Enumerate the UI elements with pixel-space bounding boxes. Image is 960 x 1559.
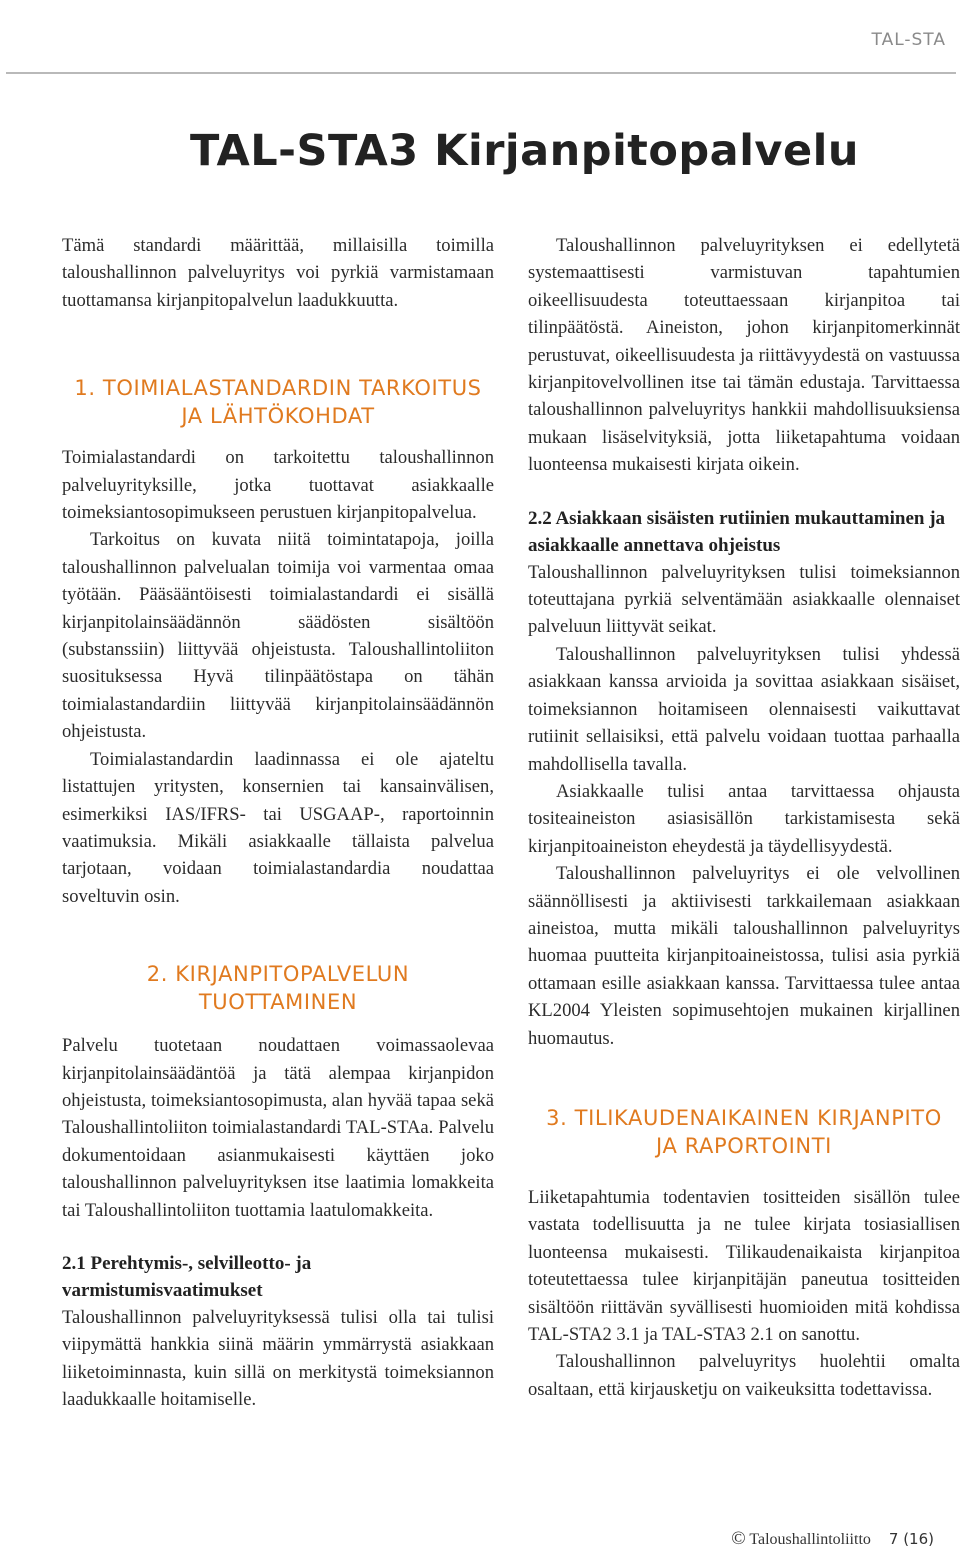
right-paragraph: Taloushallinnon palveluyrityksen ei edellytetä systemaattisesti varmistuvan tapahtumien oikeellisuudesta toteuttaessaan kirjanpitoa tai tilinpäätöstä. Aineiston, johon kirjanpitomerkinnät perustuvat, oikeellisuudesta ja riittävyydestä on vastuussa kirjanpitovelvollinen itse tai tämän edustaja. Tarvittaessa taloushallinnon palveluyritys hankkii mahdollisuuksiensa mukaan lisäselvityksiä, jotta liiketapahtuma voidaan luonteensa mukaisesti kirjata oikein. — [528, 235, 960, 476]
section-2-heading — [62, 960, 494, 1016]
header-rule — [6, 72, 956, 74]
section-3-paragraph: Taloushallinnon palveluyritys huolehtii omalta osaltaan, että kirjausketju on vaikeuksitta todettavissa. — [528, 1351, 960, 1400]
section-1-paragraph: Toimialastandardin laadinnassa ei ole ajateltu listattujen yritysten, konsernien tai kansainvälisen, esimerkiksi IAS/IFRS- tai USGAAP-, raportoinnin vaatimuksia. Mikäli asiakkaalle tällaista palvelua tarjotaan, voidaan toimialastandardia noudattaa soveltuvin osin. — [62, 748, 494, 907]
page-title: TAL-STA3 Kirjanpitopalvelu — [190, 126, 859, 176]
subsection-2-2-paragraph: Taloushallinnon palveluyrityksen tulisi toimeksiannon toteuttajana pyrkiä selventämään asiakkaalle olennaiset palveluun liittyvät seikat. — [528, 561, 960, 638]
section-3-heading-line2: JA RAPORTOINTI — [656, 1133, 832, 1158]
right-column — [528, 232, 960, 1403]
section-1-paragraph: Toimialastandardi on tarkoitettu taloushallinnon palveluyrityksille, jotka tuottavat asiakkaalle toimeksiantosopimukseen perustuen kirjanpitopalvelua. — [62, 447, 494, 524]
section-2-paragraph: Palvelu tuotetaan noudattaen voimassaolevaa kirjanpitolainsäädäntöä ja tätä alempaa kirjanpidon ohjeistusta, toimeksiantosopimusta, alan hyvää tapaa sekä Taloushallintoliiton toimialastandardi TAL-STAa. Palvelu dokumentoidaan asianmukaisesti käyttäen joko taloushallinnon palveluyrityksen itse laatimia lomakkeita tai Taloushallintoliiton tuottamia laatulomakkeita. — [62, 1035, 494, 1221]
section-2-heading-line2: TUOTTAMINEN — [198, 990, 358, 1015]
intro-paragraph: Tämä standardi määrittää, millaisilla toimilla taloushallinnon palveluyritys voi pyrkiä varmistamaan tuottamansa kirjanpitopalvelun laadukkuutta. — [62, 235, 494, 311]
header-tag: TAL-STA — [871, 30, 946, 50]
page-number: 7 (16) — [888, 1530, 934, 1548]
section-1-heading-line2: JA LÄHTÖKOHDAT — [181, 404, 375, 429]
subsection-2-2-paragraph: Taloushallinnon palveluyritys ei ole velvollinen säännöllisesti ja aktiivisesti tarkkailemaan asiakkaan aineistoa, mutta mikäli taloushallinnon palveluyritys huomaa puutteita kirjanpitoaineistossa, tulisi asia pyrkiä ottamaan esille asiakkaan kanssa. Tarvittaessa tulee antaa KL2004 Yleisten sopimusehtojen mukainen kirjallinen huomautus. — [528, 863, 960, 1049]
subsection-2-2-heading: 2.2 Asiakkaan sisäisten rutiinien mukauttaminen ja asiakkaalle annettava ohjeistus — [528, 507, 946, 556]
section-1-heading-line1: 1. TOIMIALASTANDARDIN TARKOITUS — [74, 376, 482, 401]
section-3-paragraph: Liiketapahtumia todentavien tositteiden sisällön tulee vastata todellisuutta ja ne tulee kirjata tosiasiallisen luonteensa mukaisesti. Tilikaudenaikaista kirjanpitoa toteutettaessa tulee kirjanpitäjän paneutua tositteiden sisältöön riittävän syvällisesti huomioiden mitä kohdissa TAL-STA2 3.1 ja TAL-STA3 2.1 on sanottu. — [528, 1186, 960, 1345]
section-1-paragraph: Tarkoitus on kuvata niitä toimintatapoja, joilla taloushallinnon palvelualan toimija voi varmentaa omaa työtään. Pääsääntöisesti toimialastandardi ei sisällä kirjanpitolainsäädännön säädösten sisältöön (substanssiin) liittyvää ohjeistusta. Taloushallintoliiton suosituksessa Hyvä tilinpäätöstapa on tähän toimialastandardiin liittyvää kirjanpitolainsäädännön ohjeistusta. — [62, 529, 494, 743]
copyright-icon: © — [731, 1528, 746, 1549]
section-2-heading-line1: 2. KIRJANPITOPALVELUN — [146, 962, 410, 987]
footer — [731, 1528, 934, 1550]
section-3-heading-line1: 3. TILIKAUDENAIKAINEN KIRJANPITO — [546, 1105, 942, 1130]
subsection-2-2-paragraph: Taloushallinnon palveluyrityksen tulisi yhdessä asiakkaan kanssa arvioida ja sovittaa asiakkaan sisäiset, toimeksiannon hoitamiseen olennaisesti vaikuttavat rutiinit sellaisiksi, että palvelu voidaan tuottaa parhaalla mahdollisella tavalla. — [528, 643, 960, 775]
footer-org: Taloushallintoliitto — [749, 1531, 871, 1548]
section-3-heading — [528, 1104, 960, 1160]
subsection-2-2-paragraph: Asiakkaalle tulisi antaa tarvittaessa ohjausta tositeaineiston asiasisällön tarkistamisesta sekä kirjanpitoaineiston eheydestä ja täydellisyydestä. — [528, 780, 960, 857]
left-column — [62, 232, 494, 1414]
section-1-heading — [62, 374, 494, 430]
subsection-2-1-heading: 2.1 Perehtymis-, selvilleotto- ja varmistumisvaatimukset — [62, 1252, 312, 1301]
subsection-2-1-paragraph: Taloushallinnon palveluyrityksessä tulisi olla tai tulisi viipymättä hankkia siinä määrin ymmärrystä asiakkaan liiketoiminnasta, kuin sillä on merkitystä toimeksiannon laadukkaalle hoitamiselle. — [62, 1306, 494, 1411]
